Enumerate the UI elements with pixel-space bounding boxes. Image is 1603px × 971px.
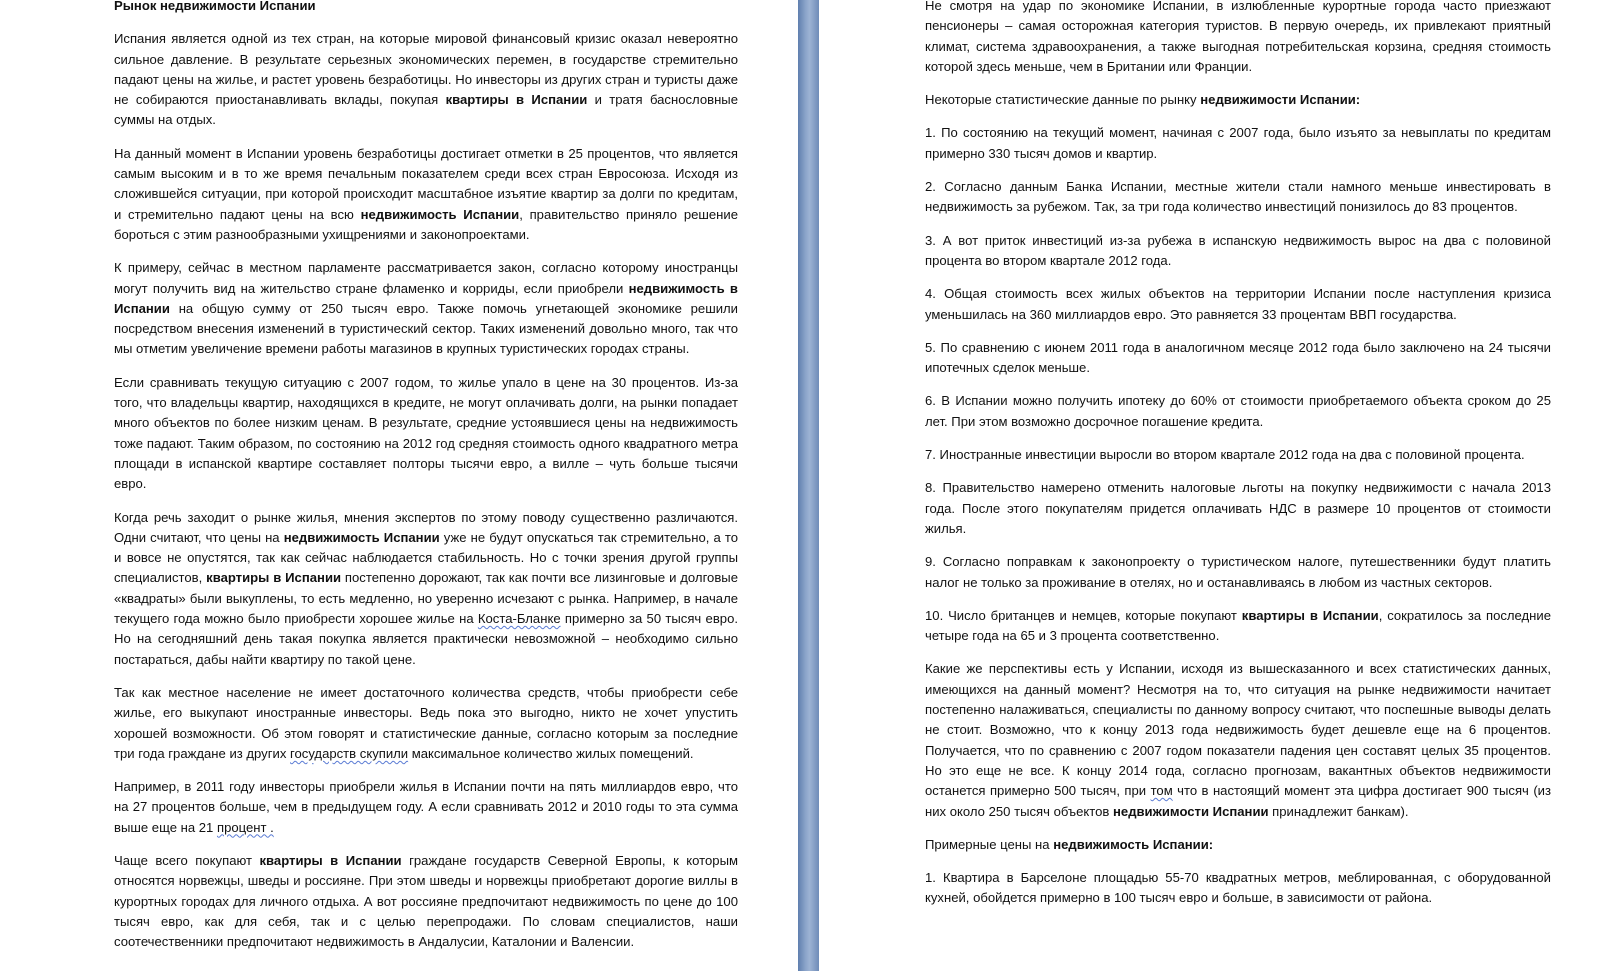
spellcheck-word[interactable]: государств скупили (290, 745, 409, 761)
spellcheck-word[interactable]: процент . (216, 819, 274, 835)
paragraph (114, 851, 738, 952)
spellcheck-word[interactable]: том (1150, 783, 1173, 799)
document-page-left (0, 0, 798, 971)
paragraph: Если сравнивать текущую ситуацию с 2007 годом, то жилье упало в цене на 30 процентов. Из-за того, что владельцы квартир, находящихся в кредите, не могут оплачивать долги, на рынки попадает много объектов по более низким ценам. В результате, средние устоявшиеся цены на недвижимость тоже падают. Таким образом, по состоянию на 2012 год средняя стоимость одного квадратного метра площади в испанской квартире составляет полторы тысячи евро, а вилле – чуть больше тысячи евро. (114, 374, 738, 492)
bold-keyword: недвижимость в Испании (114, 280, 738, 316)
paragraph-text: примерно за 50 тысяч евро. Но на сегодняшний день такая покупка является практически невозможной – необходимо сильно постараться, дабы найти квартиру по такой цене. (114, 611, 738, 667)
spellcheck-word[interactable]: Коста-Бланке (477, 611, 561, 627)
paragraph (925, 659, 1551, 821)
list-item: 3. А вот приток инвестиций из-за рубежа в испанскую недвижимость вырос на два с половиной процента во втором квартале 2012 года. (925, 232, 1551, 268)
bold-keyword: квартиры в Испании (259, 852, 402, 868)
paragraph (114, 777, 738, 838)
paragraph-text: постепенно дорожают, так как почти все лизинговые и долговые «квадраты» были выкуплены, то есть медленно, но уверенно исчезают с рынка. Например, в начале текущего года можно было приобрести хорошее жилье на (114, 570, 738, 627)
bold-keyword: квартиры в Испании (1241, 607, 1379, 623)
paragraph-text: Какие же перспективы есть у Испании, исходя из вышесказанного и всех статистических данных, имеющихся на данный момент? Несмотря на то, что ситуация на рынке недвижимости начитает постепенно налаживаться, специалисты по данному вопросу считают, что поспешные выводы делать не стоит. Возможно, что к концу 2013 года недвижимость будет дешевле еще на 6 процентов. Получается, что по сравнению с 2007 годом показатели падения цен составят целых 35 процентов. Но это еще не все. К концу 2014 года, согласно прогнозам, вакантных объектов недвижимости останется примерно 500 тысяч, при (925, 661, 1551, 799)
list-item: 2. Согласно данным Банка Испании, местные жители стали намного меньше инвестировать в недвижимость за рубежом. Так, за три года количество инвестиций понизилось до 83 процентов. (925, 179, 1551, 215)
paragraph: Не смотря на удар по экономике Испании, в излюбленные курортные города часто приезжают пенсионеры – самая осторожная категория туристов. В первую очередь, их привлекают приятный климат, система здравоохранения, а также выгодная потребительская корзина, средняя стоимость которой здесь меньше, чем в Британии или Франции. (925, 0, 1551, 74)
paragraph-text: , правительство приняло решение бороться с этим разнообразными ухищрениями и законопроектами. (114, 206, 738, 242)
paragraph-text: Так как местное население не имеет достаточного количества средств, чтобы приобрести себе жилье, его выкупают иностранные инвесторы. Ведь пока это выгодно, никто не хочет упустить хорошей возможности. Об этом говорят и статистические данные, согласно которым за последние три года граждане из других (114, 684, 738, 761)
paragraph-text: уже не будут опускаться так стремительно, а то и вовсе не опустятся, так как сейчас наблюдается стабильность. Но с точки зрения другой группы специалистов, (114, 529, 739, 586)
list-item: 4. Общая стоимость всех жилых объектов на территории Испании после наступления кризиса уменьшилась на 360 миллиардов евро. Это равняется 33 процентам ВВП государства. (925, 286, 1551, 322)
list-item: 6. В Испании можно получить ипотеку до 60% от стоимости приобретаемого объекта сроком до 25 лет. При этом возможно досрочное погашение кредита. (925, 393, 1551, 429)
list-item: 7. Иностранные инвестиции выросли во втором квартале 2012 года на два с половиной процента. (925, 447, 1525, 463)
paragraph-text: Чаще всего покупают (114, 852, 260, 868)
document-title: Рынок недвижимости Испании (114, 0, 316, 13)
bold-keyword: недвижимость Испании: (1053, 836, 1214, 852)
bold-keyword: недвижимость Испании (283, 529, 440, 545)
list-item: 1. По состоянию на текущий момент, начиная с 2007 года, было изъято за невыплаты по кредитам примерно 330 тысяч домов и квартир. (925, 125, 1551, 161)
paragraph (114, 144, 738, 245)
page-left-text (114, 0, 738, 965)
list-item: 9. Согласно поправкам к законопроекту о туристическом налоге, путешественники будут платить налог не только за проживание в отелях, но и останавливаясь в любом из частных секторов. (925, 554, 1551, 590)
paragraph-text: принадлежит банкам). (1268, 803, 1409, 819)
page-right-text (925, 0, 1551, 922)
list-item (925, 606, 1551, 647)
list-item: 8. Правительство намерено отменить налоговые льготы на покупку недвижимости с начала 2013 года. После этого покупателям придется оплачивать НДС в размере 10 процентов от стоимости жилья. (925, 480, 1551, 536)
paragraph-text: что в настоящий момент эта цифра достигает 900 тысяч (из них около 250 тысяч объектов (925, 783, 1551, 819)
paragraph-text: К примеру, сейчас в местном парламенте рассматривается закон, согласно которому иностранцы могут получить вид на жительство стране фламенко и корриды, если приобрели (114, 260, 738, 296)
paragraph (114, 683, 738, 764)
paragraph (114, 258, 738, 359)
paragraph-text: 10. Число британцев и немцев, которые покупают (925, 607, 1242, 623)
bold-keyword: недвижимости Испании (1113, 803, 1269, 819)
stats-intro (925, 90, 1551, 110)
document-page-right (819, 0, 1603, 971)
list-item: 1. Квартира в Барселоне площадью 55-70 квадратных метров, меблированная, с оборудованной кухней, обойдется примерно в 100 тысяч евро и больше, в зависимости от района. (925, 870, 1551, 906)
paragraph-text: граждане государств Северной Европы, к которым относятся норвежцы, шведы и россияне. При этом шведы и норвежцы приобретают дорогие виллы в курортных городах для личного отдыха. А вот россияне предпочитают недвижимость по цене до 100 тысяч евро, как для себя, так и с целью перепродажи. По словам специалистов, наши соотечественники предпочитают недвижимость в Андалусии, Каталонии и Валенсии. (114, 852, 738, 950)
paragraph-text: На данный момент в Испании уровень безработицы достигает отметки в 25 процентов, что является самым высоким и в то же время печальным показателем среди всех стран Евросоюза. Исходя из сложившейся ситуации, при которой происходит масштабное изъятие квартир за долги по кредитам, и стремительно падают цены на всю (114, 145, 738, 222)
bold-keyword: недвижимости Испании: (1200, 92, 1361, 108)
prices-intro (925, 835, 1551, 855)
paragraph-text: и тратя баснословные суммы на отдых. (114, 92, 738, 128)
paragraph-text: Например, в 2011 году инвесторы приобрели жилья в Испании почти на пять миллиардов евро, что на 27 процентов больше, чем в предыдущем году. А если сравнивать 2012 и 2010 годы то эта сумма выше еще на 21 (114, 779, 738, 835)
paragraph-text: Испания является одной из тех стран, на которые мировой финансовый кризис оказал невероятно сильное давление. В результате серьезных экономических перемен, в государстве стремительно падают цены на жилье, и растет уровень безработицы. Но инвесторы из других стран и туристы даже не собираются приостанавливать вклады, покупая (114, 31, 738, 108)
bold-keyword: недвижимость Испании (360, 206, 520, 222)
paragraph-text: , сократилось за последние четыре года на 65 и 3 процента соответственно. (925, 607, 1551, 644)
paragraph (114, 29, 738, 130)
paragraph-text: максимальное количество жилых помещений. (408, 745, 694, 761)
bold-keyword: квартиры в Испании (206, 570, 342, 586)
paragraph-text: на общую сумму от 250 тысяч евро. Также помочь угнетающей экономике решили посредством внесения изменений в туристический сектор. Таких изменений довольно много, так что мы отметим увеличение времени работы магазинов в крупных туристических городах страны. (114, 300, 738, 357)
page-gutter (798, 0, 819, 971)
bold-keyword: квартиры в Испании (445, 92, 588, 108)
paragraph-text: Некоторые статистические данные по рынку (925, 92, 1201, 108)
paragraph-text: Примерные цены на (925, 836, 1054, 852)
paragraph (114, 508, 738, 670)
paragraph-text: Когда речь заходит о рынке жилья, мнения экспертов по этому поводу существенно различаются. Одни считают, что цены на (114, 509, 738, 545)
list-item: 5. По сравнению с июнем 2011 года в аналогичном месяце 2012 года было заключено на 24 тысячи ипотечных сделок меньше. (925, 339, 1551, 376)
